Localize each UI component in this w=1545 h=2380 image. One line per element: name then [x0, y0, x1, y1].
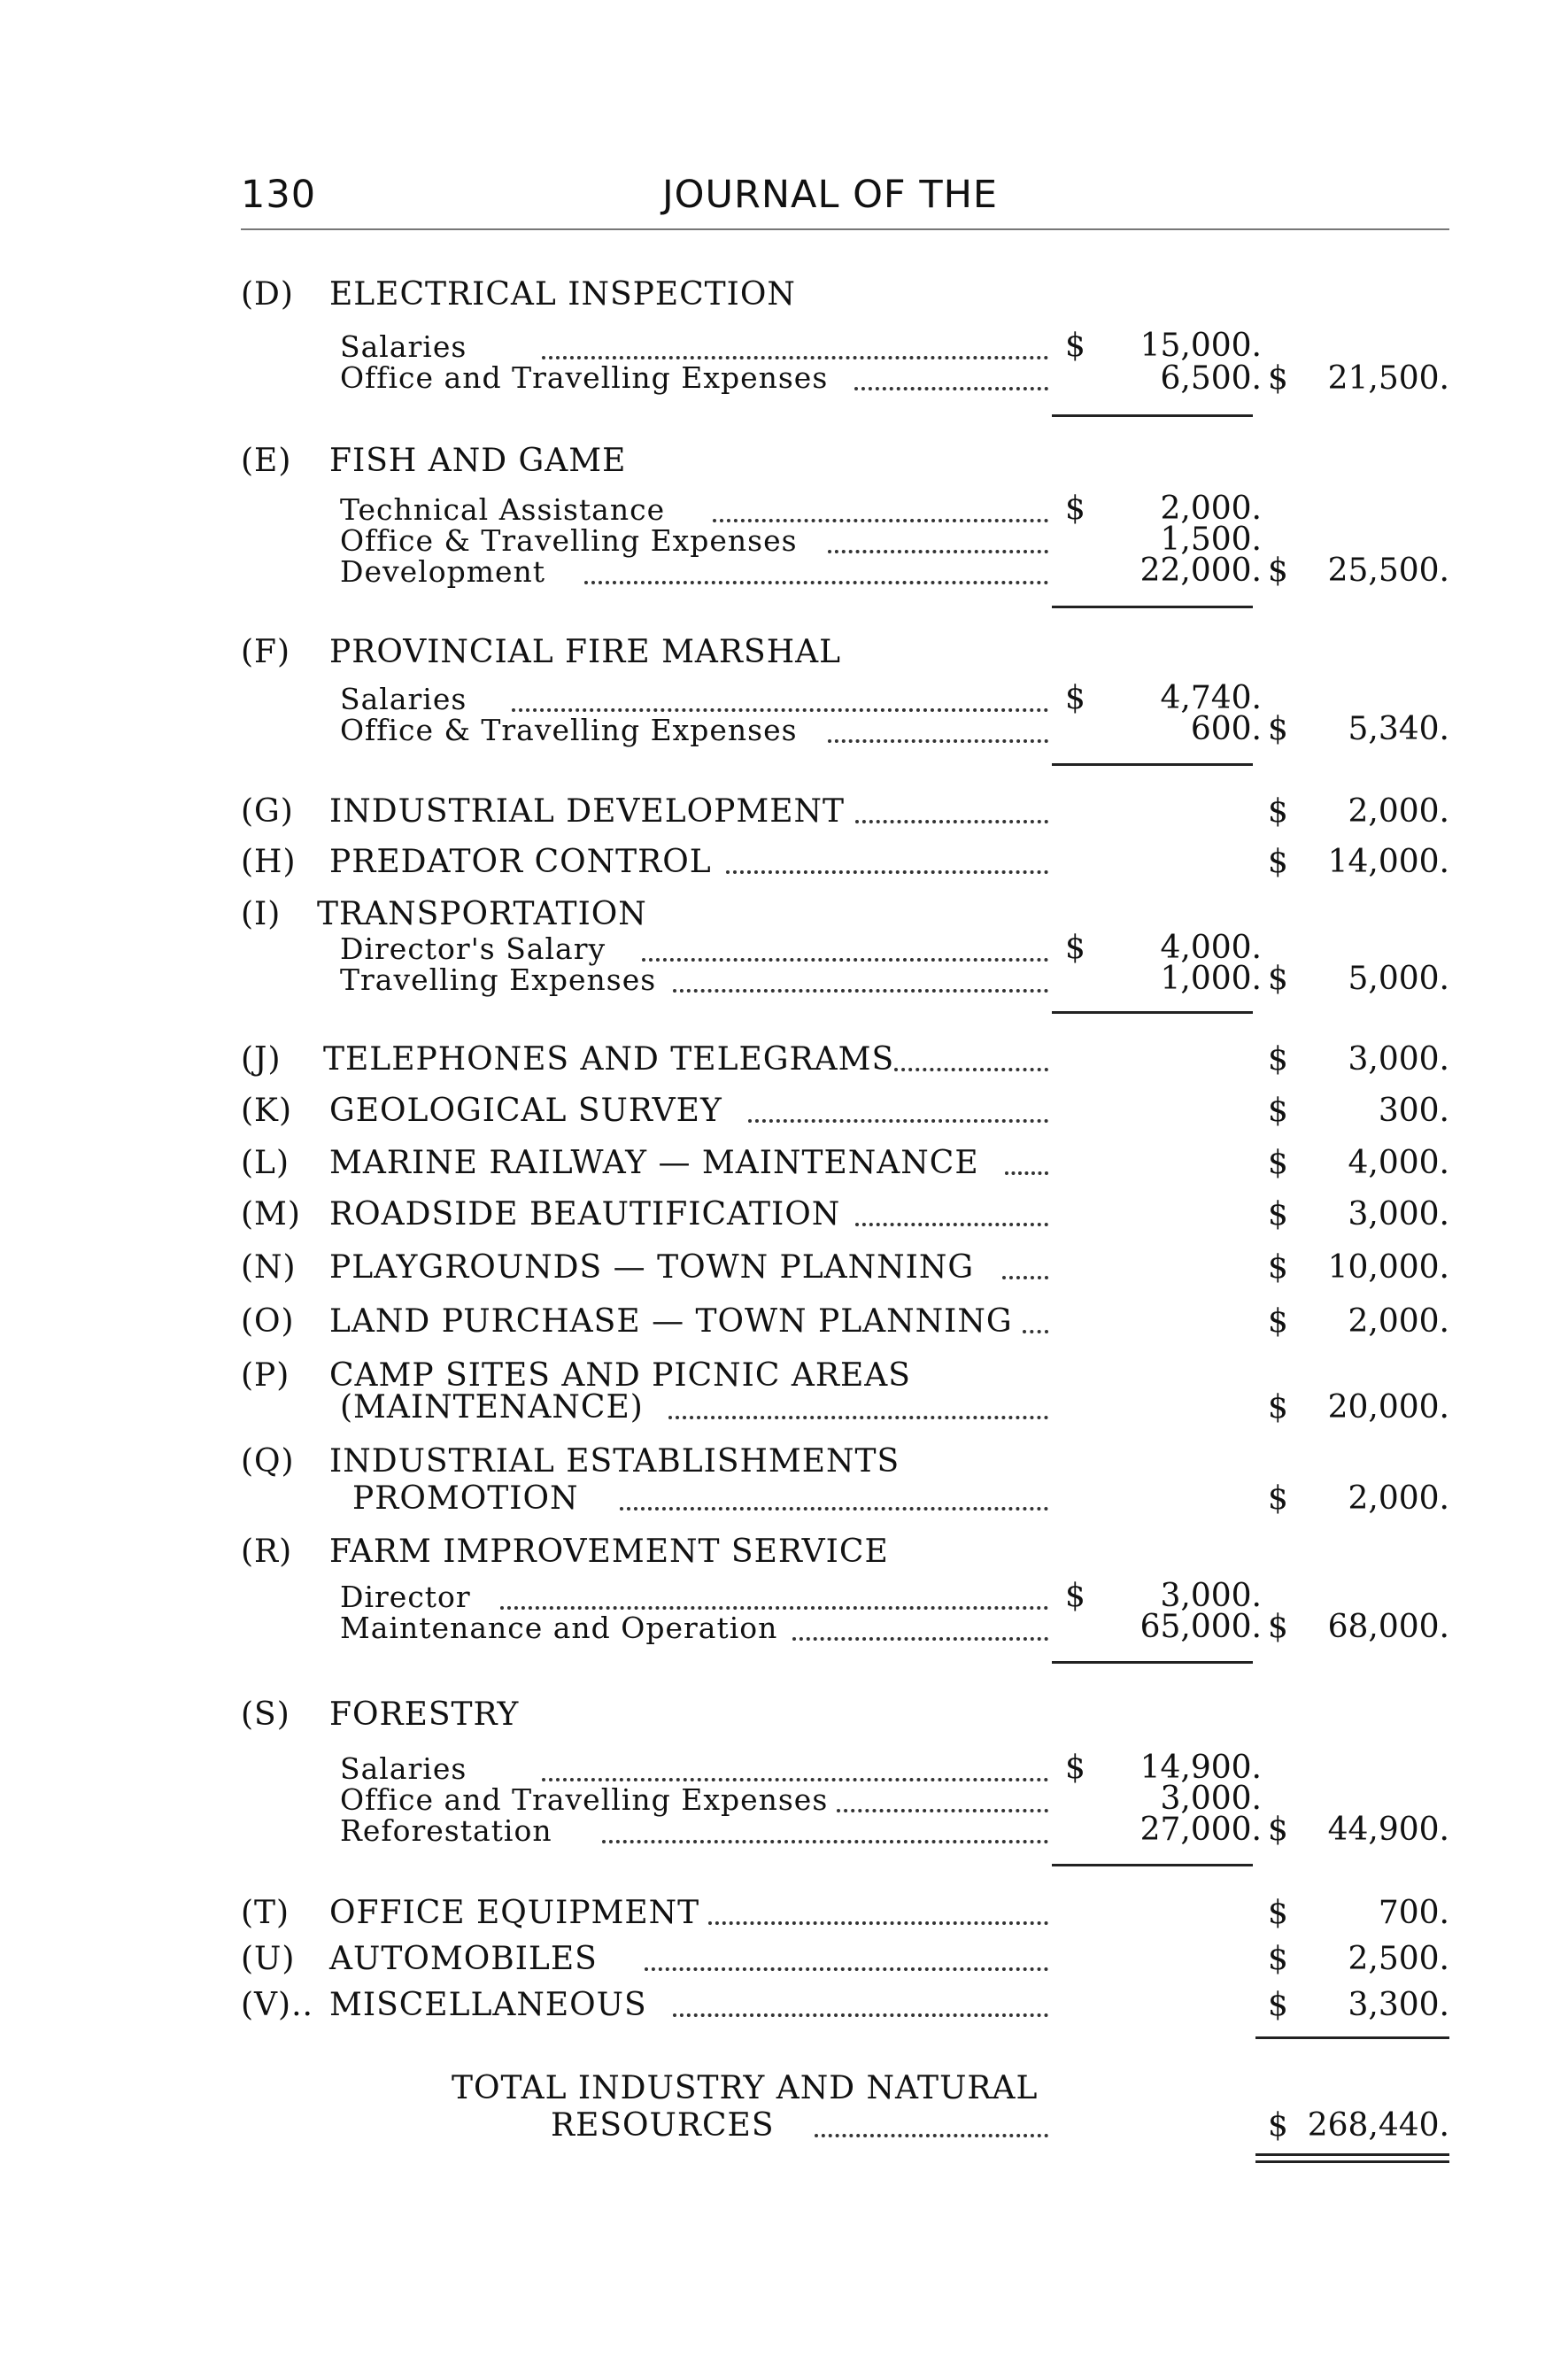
- section-total: 14,000.: [1327, 844, 1449, 880]
- item-amount: 2,000.: [1160, 491, 1262, 527]
- section-total: 20,000.: [1327, 1389, 1449, 1426]
- section-total: 10,000.: [1327, 1249, 1449, 1286]
- grand-total-amount: 268,440.: [1307, 2107, 1449, 2144]
- section-code: (U): [241, 1941, 296, 1977]
- item-amount: 65,000.: [1139, 1609, 1262, 1645]
- double-rule-bottom: [1255, 2160, 1449, 2163]
- section-code: (F): [241, 634, 291, 670]
- section-title: PLAYGROUNDS — TOWN PLANNING: [329, 1249, 975, 1286]
- section-total: 3,300.: [1348, 1987, 1449, 2023]
- leader-dots: [855, 820, 1048, 823]
- section-code: (R): [241, 1534, 293, 1570]
- dollar-sign: $: [1268, 360, 1288, 397]
- section-code: (H): [241, 844, 297, 880]
- section-title: FORESTRY: [329, 1696, 520, 1733]
- section-code: (Q): [241, 1443, 295, 1480]
- section-title: ELECTRICAL INSPECTION: [329, 276, 796, 313]
- leader-dots: [584, 581, 1048, 584]
- leader-dots: [542, 356, 1048, 359]
- leader-dots: [642, 958, 1048, 962]
- leader-dots: [726, 870, 1048, 874]
- section-total: 2,000.: [1348, 1480, 1449, 1517]
- item-amount: 1,500.: [1160, 522, 1262, 558]
- section-title: TRANSPORTATION: [317, 896, 647, 932]
- leader-dots: [668, 1416, 1048, 1419]
- section-code: (V)..: [241, 1987, 313, 2023]
- dollar-sign: $: [1065, 1750, 1085, 1786]
- section-title-continued: PROMOTION: [352, 1480, 579, 1517]
- item-amount: 6,500.: [1160, 360, 1262, 397]
- section-code: (T): [241, 1895, 290, 1931]
- line-item-label: Development: [340, 554, 546, 589]
- section-title: INDUSTRIAL DEVELOPMENT: [329, 793, 845, 830]
- line-item-label: Office and Travelling Expenses: [340, 1782, 829, 1817]
- subtotal-rule: [1052, 606, 1253, 608]
- section-total: 21,500.: [1327, 360, 1449, 397]
- section-title: TELEPHONES AND TELEGRAMS: [323, 1041, 895, 1078]
- leader-dots: [815, 2134, 1048, 2137]
- leader-dots: [602, 1840, 1048, 1843]
- subtotal-rule: [1052, 1661, 1253, 1664]
- line-item-label: Director's Salary: [340, 931, 606, 966]
- line-item-label: Maintenance and Operation: [340, 1611, 778, 1645]
- page-number: 130: [241, 173, 317, 217]
- leader-dots: [713, 519, 1048, 522]
- section-title: PREDATOR CONTROL: [329, 844, 712, 880]
- subtotal-rule: [1052, 414, 1253, 417]
- section-code: (E): [241, 443, 292, 479]
- section-title: AUTOMOBILES: [329, 1941, 598, 1977]
- grand-total-label-continued: RESOURCES: [551, 2107, 775, 2144]
- section-total: 5,340.: [1348, 711, 1449, 747]
- dollar-sign: $: [1268, 1895, 1288, 1931]
- dollar-sign: $: [1268, 1987, 1288, 2023]
- section-code: (L): [241, 1145, 290, 1181]
- dollar-sign: $: [1268, 1093, 1288, 1129]
- dollar-sign: $: [1268, 1145, 1288, 1181]
- dollar-sign: $: [1268, 711, 1288, 747]
- section-title: FARM IMPROVEMENT SERVICE: [329, 1534, 889, 1570]
- section-title: MISCELLANEOUS: [329, 1987, 647, 2023]
- section-code: (K): [241, 1093, 292, 1129]
- section-total: 700.: [1378, 1895, 1449, 1931]
- item-amount: 4,000.: [1160, 930, 1262, 966]
- dollar-sign: $: [1268, 1249, 1288, 1286]
- item-amount: 15,000.: [1139, 328, 1262, 364]
- leader-dots: [1023, 1330, 1048, 1333]
- dollar-sign: $: [1268, 961, 1288, 997]
- section-title: FISH AND GAME: [329, 443, 627, 479]
- dollar-sign: $: [1268, 1196, 1288, 1232]
- item-amount: 4,740.: [1160, 680, 1262, 716]
- line-item-label: Office & Travelling Expenses: [340, 713, 798, 747]
- line-item-label: Reforestation: [340, 1813, 552, 1848]
- section-total: 4,000.: [1348, 1145, 1449, 1181]
- section-total: 300.: [1378, 1093, 1449, 1129]
- section-total: 68,000.: [1327, 1609, 1449, 1645]
- section-code: (J): [241, 1041, 282, 1078]
- section-total: 3,000.: [1348, 1041, 1449, 1078]
- leader-dots: [542, 1778, 1048, 1781]
- leader-dots: [645, 1967, 1048, 1971]
- section-code: (O): [241, 1303, 295, 1340]
- dollar-sign: $: [1268, 1389, 1288, 1426]
- line-item-label: Salaries: [340, 682, 467, 716]
- item-amount: 22,000.: [1139, 552, 1262, 589]
- leader-dots: [792, 1637, 1048, 1641]
- item-amount: 600.: [1190, 711, 1262, 747]
- line-item-label: Office and Travelling Expenses: [340, 360, 829, 395]
- subtotal-rule: [1052, 1864, 1253, 1866]
- section-title: LAND PURCHASE — TOWN PLANNING: [329, 1303, 1013, 1340]
- leader-dots: [748, 1119, 1048, 1123]
- section-title: OFFICE EQUIPMENT: [329, 1895, 700, 1931]
- section-code: (P): [241, 1357, 290, 1394]
- section-code: (S): [241, 1696, 290, 1733]
- section-total: 44,900.: [1327, 1812, 1449, 1848]
- dollar-sign: $: [1268, 552, 1288, 589]
- dollar-sign: $: [1268, 1480, 1288, 1517]
- leader-dots: [708, 1921, 1048, 1925]
- leader-dots: [894, 1068, 1048, 1071]
- section-title: PROVINCIAL FIRE MARSHAL: [329, 634, 841, 670]
- line-item-label: Director: [340, 1580, 471, 1614]
- dollar-sign: $: [1065, 1578, 1085, 1614]
- dollar-sign: $: [1268, 2107, 1288, 2144]
- dollar-sign: $: [1065, 680, 1085, 716]
- line-item-label: Technical Assistance: [340, 492, 666, 527]
- section-code: (M): [241, 1196, 301, 1232]
- dollar-sign: $: [1268, 793, 1288, 830]
- leader-dots: [1002, 1276, 1048, 1279]
- item-amount: 3,000.: [1160, 1578, 1262, 1614]
- section-code: (D): [241, 276, 294, 313]
- section-code: (G): [241, 793, 294, 830]
- section-total: 25,500.: [1327, 552, 1449, 589]
- item-amount: 3,000.: [1160, 1781, 1262, 1817]
- item-amount: 14,900.: [1139, 1750, 1262, 1786]
- section-title: GEOLOGICAL SURVEY: [329, 1093, 722, 1129]
- line-item-label: Salaries: [340, 1751, 467, 1786]
- dollar-sign: $: [1268, 1812, 1288, 1848]
- running-title: JOURNAL OF THE: [662, 173, 999, 217]
- section-total: 2,500.: [1348, 1941, 1449, 1977]
- dollar-sign: $: [1268, 1041, 1288, 1078]
- section-total: 3,000.: [1348, 1196, 1449, 1232]
- header-rule: [241, 228, 1449, 230]
- section-total: 5,000.: [1348, 961, 1449, 997]
- item-amount: 27,000.: [1139, 1812, 1262, 1848]
- grand-total-label: TOTAL INDUSTRY AND NATURAL: [452, 2070, 1039, 2106]
- dollar-sign: $: [1065, 930, 1085, 966]
- leader-dots: [512, 708, 1048, 712]
- dollar-sign: $: [1065, 491, 1085, 527]
- section-title: ROADSIDE BEAUTIFICATION: [329, 1196, 841, 1232]
- dollar-sign: $: [1065, 328, 1085, 364]
- leader-dots: [855, 1223, 1048, 1226]
- dollar-sign: $: [1268, 1941, 1288, 1977]
- leader-dots: [1005, 1171, 1048, 1175]
- leader-dots: [500, 1606, 1048, 1610]
- item-amount: 1,000.: [1160, 961, 1262, 997]
- subtotal-rule: [1052, 763, 1253, 766]
- section-title: MARINE RAILWAY — MAINTENANCE: [329, 1145, 979, 1181]
- double-rule-top: [1255, 2153, 1449, 2156]
- section-code: (I): [241, 896, 282, 932]
- section-code: (N): [241, 1249, 297, 1286]
- subtotal-rule: [1052, 1011, 1253, 1014]
- dollar-sign: $: [1268, 1303, 1288, 1340]
- line-item-label: Office & Travelling Expenses: [340, 523, 798, 558]
- leader-dots: [620, 1507, 1048, 1511]
- section-title-continued: (MAINTENANCE): [340, 1389, 644, 1426]
- section-title: CAMP SITES AND PICNIC AREAS: [329, 1357, 911, 1394]
- line-item-label: Travelling Expenses: [340, 962, 657, 997]
- line-item-label: Salaries: [340, 329, 467, 364]
- leader-dots: [673, 989, 1048, 993]
- leader-dots: [673, 2013, 1048, 2017]
- dollar-sign: $: [1268, 844, 1288, 880]
- dollar-sign: $: [1268, 1609, 1288, 1645]
- total-rule: [1255, 2036, 1449, 2039]
- section-total: 2,000.: [1348, 1303, 1449, 1340]
- section-total: 2,000.: [1348, 793, 1449, 830]
- section-title: INDUSTRIAL ESTABLISHMENTS: [329, 1443, 900, 1480]
